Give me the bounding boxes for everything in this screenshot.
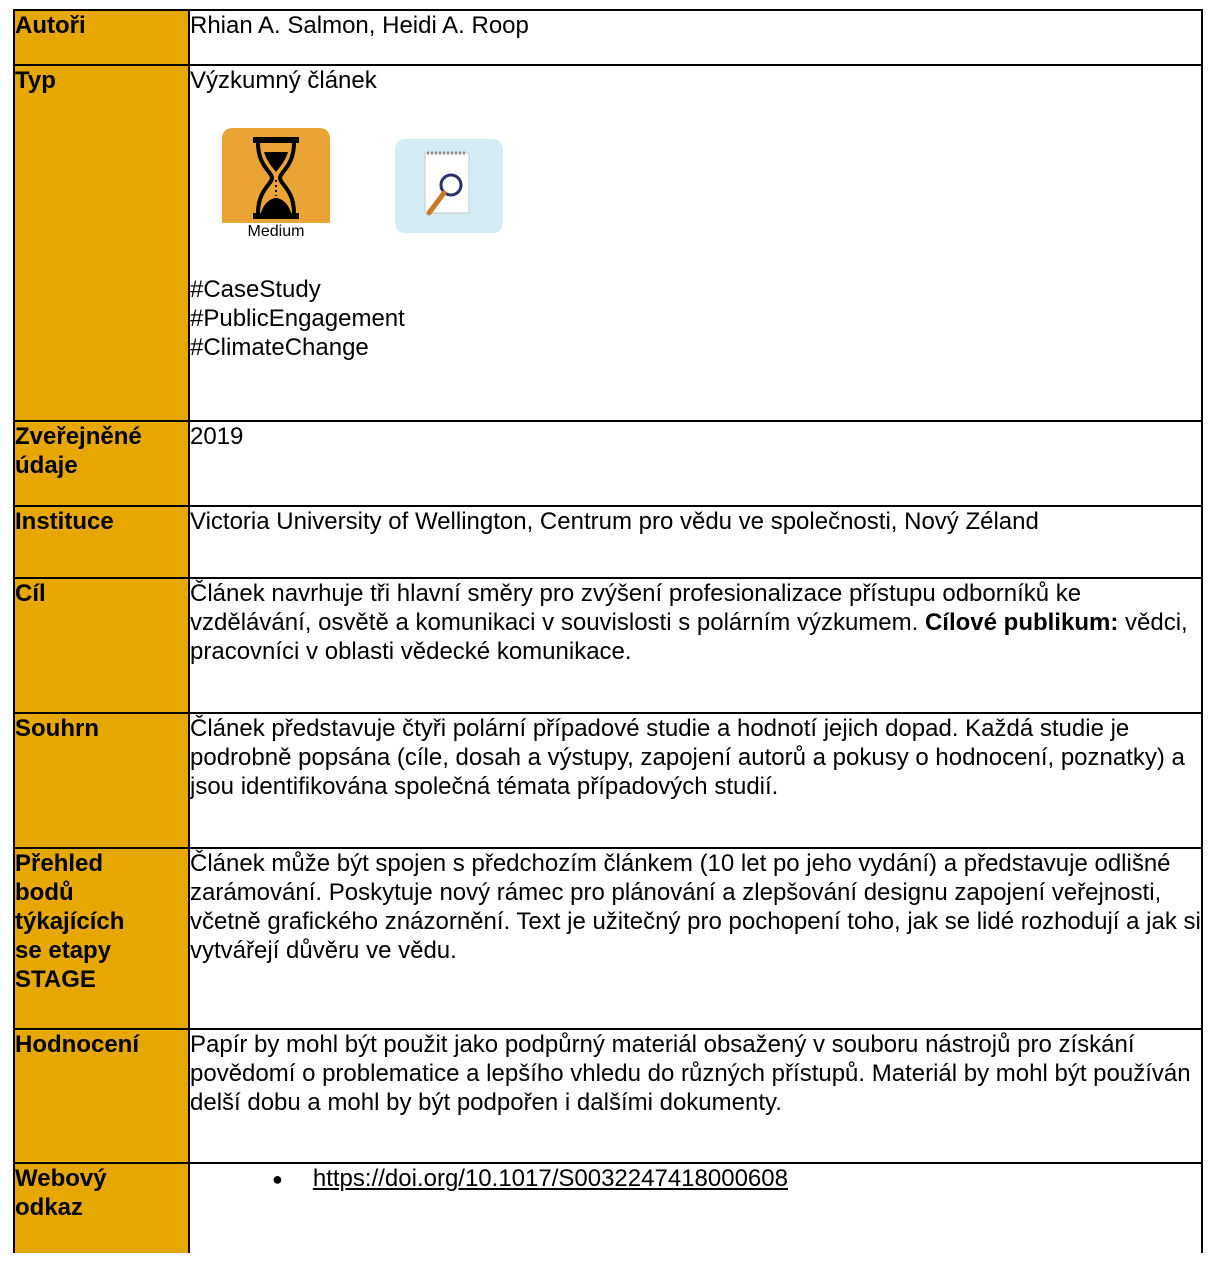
goal-audience-text: vědci, pracovníci v oblasti vědecké komunikace. xyxy=(190,609,1188,665)
type-value: Výzkumný článek xyxy=(190,67,377,94)
label-published-line: Zveřejněné xyxy=(15,423,142,450)
value-published: 2019 xyxy=(189,421,1202,506)
label-stage-line: bodů xyxy=(15,879,74,906)
value-institution: Victoria University of Wellington, Centrum pro vědu ve společnosti, Nový Zéland xyxy=(189,506,1202,578)
hourglass-icon xyxy=(222,128,330,234)
label-stage-line: týkajících xyxy=(15,908,125,935)
label-weblink xyxy=(14,1163,189,1253)
label-stage xyxy=(14,848,189,1029)
label-stage-line: se etapy xyxy=(15,937,112,964)
row-authors xyxy=(14,10,1202,65)
row-type xyxy=(14,65,1202,421)
value-stage: Článek může být spojen s předchozím článkem (10 let po jeho vydání) a představuje odlišné zarámování. Poskytuje nový rámec pro plánování a zlepšování designu zapojení veřejnosti, včetně grafického znázornění. Text je užitečný pro pochopení toho, jak se lidé rozhodují a jak si vytvářejí důvěru ve vědu. xyxy=(189,848,1202,1029)
value-type-cell xyxy=(189,65,1202,421)
label-type: Typ xyxy=(14,65,189,421)
row-summary xyxy=(14,713,1202,848)
label-published xyxy=(14,421,189,506)
tag-item: #CaseStudy xyxy=(190,276,321,303)
value-goal xyxy=(189,578,1202,713)
label-stage-line: STAGE xyxy=(15,966,96,993)
label-weblink-line: Webový xyxy=(15,1165,107,1192)
magnifier-notepad-icon xyxy=(395,139,503,233)
goal-text: Článek navrhuje tři hlavní směry pro zvýšení profesionalizace přístupu odborníků ke vzdělávání, osvětě a komunikaci v souvislosti s polárním výzkumem. xyxy=(190,580,1082,636)
label-institution: Instituce xyxy=(14,506,189,578)
weblink-item xyxy=(190,1164,1201,1194)
label-published-line: údaje xyxy=(15,452,78,479)
value-weblink xyxy=(189,1163,1202,1253)
value-summary: Článek představuje čtyři polární případové studie a hodnotí jejich dopad. Každá studie je podrobně popsána (cíle, dosah a výstupy, zapojení autorů a pokusy o hodnocení, poznatky) a jsou identifikována společná témata případových studií. xyxy=(189,713,1202,848)
icon-caption: Medium xyxy=(222,223,330,241)
doi-link[interactable]: https://doi.org/10.1017/S0032247418000608 xyxy=(312,1165,788,1192)
value-authors: Rhian A. Salmon, Heidi A. Roop xyxy=(189,10,1202,65)
info-table xyxy=(13,9,1203,1253)
type-icons xyxy=(190,95,1201,275)
goal-audience-label: Cílové publikum: xyxy=(924,609,1119,636)
value-evaluation: Papír by mohl být použit jako podpůrný materiál obsažený v souboru nástrojů pro získání povědomí o problematice a lepšího vhledu do různých přístupů. Materiál by mohl být používán delší dobu a mohl by být podpořen i dalšími dokumenty. xyxy=(189,1029,1202,1163)
label-summary: Souhrn xyxy=(14,713,189,848)
row-institution xyxy=(14,506,1202,578)
row-published xyxy=(14,421,1202,506)
tag-item: #ClimateChange xyxy=(190,334,369,361)
tag-list xyxy=(190,275,1201,362)
bullet-icon: ● xyxy=(272,1169,283,1190)
label-stage-line: Přehled xyxy=(15,850,104,877)
tag-item: #PublicEngagement xyxy=(190,305,405,332)
label-authors: Autoři xyxy=(14,10,189,65)
label-evaluation: Hodnocení xyxy=(14,1029,189,1163)
row-goal xyxy=(14,578,1202,713)
label-goal: Cíl xyxy=(14,578,189,713)
row-evaluation xyxy=(14,1029,1202,1163)
row-weblink xyxy=(14,1163,1202,1253)
row-stage xyxy=(14,848,1202,1029)
label-weblink-line: odkaz xyxy=(15,1194,84,1221)
